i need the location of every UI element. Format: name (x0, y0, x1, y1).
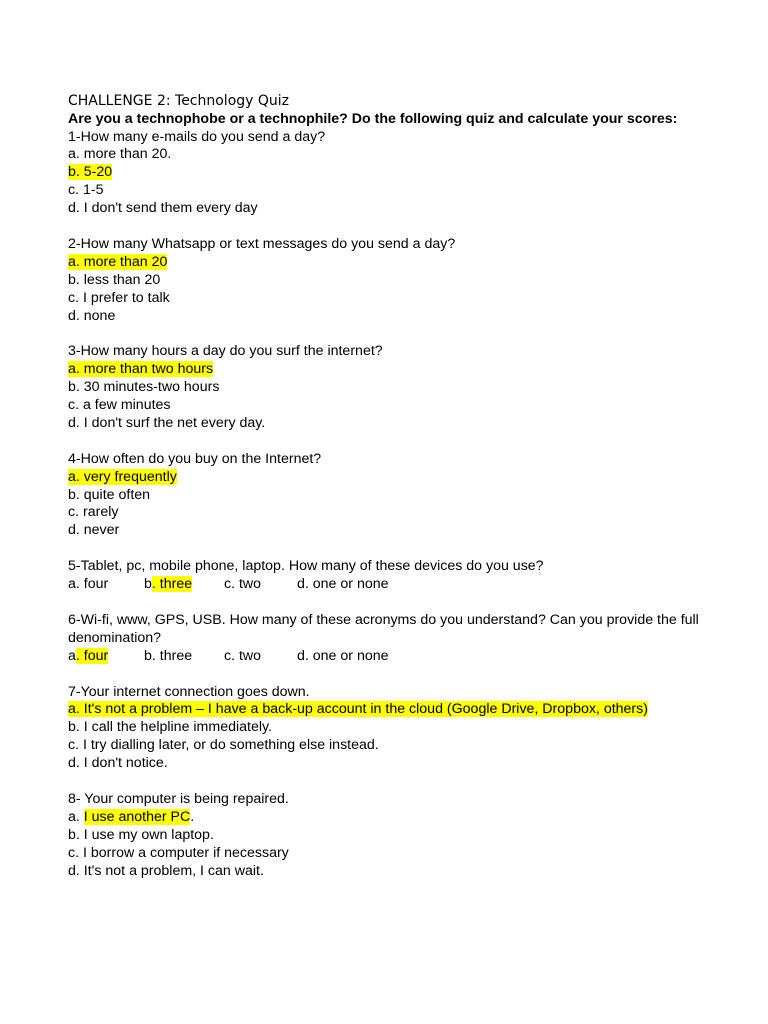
option-text: d. It's not a problem, I can wait. (68, 862, 264, 879)
option-text: c. I try dialling later, or do something else instead. (68, 737, 379, 754)
option-letter: a. (68, 808, 84, 825)
option-text: c. a few minutes (68, 397, 171, 414)
option-b (68, 487, 728, 505)
option-d (68, 308, 728, 326)
document-title: CHALLENGE 2: Technology Quiz (68, 93, 290, 109)
highlighted-answer: a. more than 20 (68, 253, 168, 270)
question-text: 6-Wi-fi, www, GPS, USB. How many of these acronyms do you understand? Can you provide the full denomination? (68, 611, 699, 646)
highlighted-answer: b. 5-20 (68, 164, 113, 181)
option-c: c. two (224, 647, 262, 664)
question-text: 2-How many Whatsapp or text messages do you send a day? (68, 235, 456, 252)
option-d (68, 200, 728, 218)
option-text: d. never (68, 522, 120, 539)
highlighted-answer: a. It's not a problem – I have a back-up account in the cloud (Google Drive, Dropbox, others) (68, 701, 648, 718)
question-text: 3-How many hours a day do you surf the internet? (68, 343, 383, 360)
option-a (68, 809, 728, 827)
option-d (68, 863, 728, 881)
option-letter: b (144, 576, 152, 593)
option-text: b. less than 20 (68, 271, 161, 288)
option-c (68, 290, 728, 308)
options-row (68, 648, 728, 666)
question-8 (68, 791, 728, 881)
option-text: c. I borrow a computer if necessary (68, 844, 289, 861)
option-text: b. 30 minutes-two hours (68, 379, 220, 396)
option-text: b. I call the helpline immediately. (68, 719, 272, 736)
option-d: d. one or none (297, 647, 389, 664)
highlighted-answer: I use another PC (83, 808, 191, 825)
option-a (68, 361, 728, 379)
option-b (68, 719, 728, 737)
option-text: a. more than 20. (68, 146, 172, 163)
option-text: b. quite often (68, 486, 151, 503)
option-letter: a (68, 647, 76, 664)
highlighted-answer: a. very frequently (68, 468, 177, 485)
question-text: 8- Your computer is being repaired. (68, 790, 289, 807)
option-b: b. three (144, 647, 193, 664)
option-b (68, 827, 728, 845)
option-c: c. two (224, 576, 262, 593)
option-text: c. rarely (68, 504, 119, 521)
option-text: b. I use my own laptop. (68, 826, 214, 843)
option-d (68, 755, 728, 773)
question-1 (68, 129, 728, 219)
options-row (68, 576, 728, 594)
highlighted-answer: a. more than two hours (68, 361, 214, 378)
option-text: c. 1-5 (68, 182, 104, 199)
option-a (68, 701, 728, 719)
highlighted-answer: . three (151, 576, 193, 593)
option-a (68, 254, 728, 272)
option-b (68, 272, 728, 290)
option-text: c. I prefer to talk (68, 289, 170, 306)
option-b (68, 164, 728, 182)
option-a (68, 146, 728, 164)
option-c (68, 737, 728, 755)
option-c (68, 504, 728, 522)
question-3 (68, 343, 728, 433)
question-text: 5-Tablet, pc, mobile phone, laptop. How many of these devices do you use? (68, 558, 544, 575)
option-b (144, 576, 224, 594)
option-text: d. I don't notice. (68, 755, 168, 772)
option-c (68, 182, 728, 200)
option-d: d. one or none (297, 576, 389, 593)
question-5 (68, 558, 728, 594)
quiz-document (68, 91, 728, 880)
option-b (68, 379, 728, 397)
highlighted-answer: . four (75, 647, 109, 664)
option-a: a. four (68, 576, 109, 593)
option-text: d. none (68, 307, 116, 324)
question-2 (68, 236, 728, 326)
option-text: d. I don't send them every day (68, 200, 258, 217)
question-text: 4-How often do you buy on the Internet? (68, 450, 322, 467)
option-d (68, 522, 728, 540)
question-4 (68, 451, 728, 541)
option-c (68, 845, 728, 863)
question-7 (68, 684, 728, 774)
option-d (68, 415, 728, 433)
instructions: Are you a technophobe or a technophile? Do the following quiz and calculate your scores: (68, 111, 678, 127)
option-c (68, 397, 728, 415)
option-a (68, 469, 728, 487)
option-suffix: . (190, 808, 195, 825)
question-text: 7-Your internet connection goes down. (68, 683, 310, 700)
option-text: d. I don't surf the net every day. (68, 414, 266, 431)
question-text: 1-How many e-mails do you send a day? (68, 128, 326, 145)
option-a (68, 648, 144, 666)
question-6 (68, 612, 728, 666)
